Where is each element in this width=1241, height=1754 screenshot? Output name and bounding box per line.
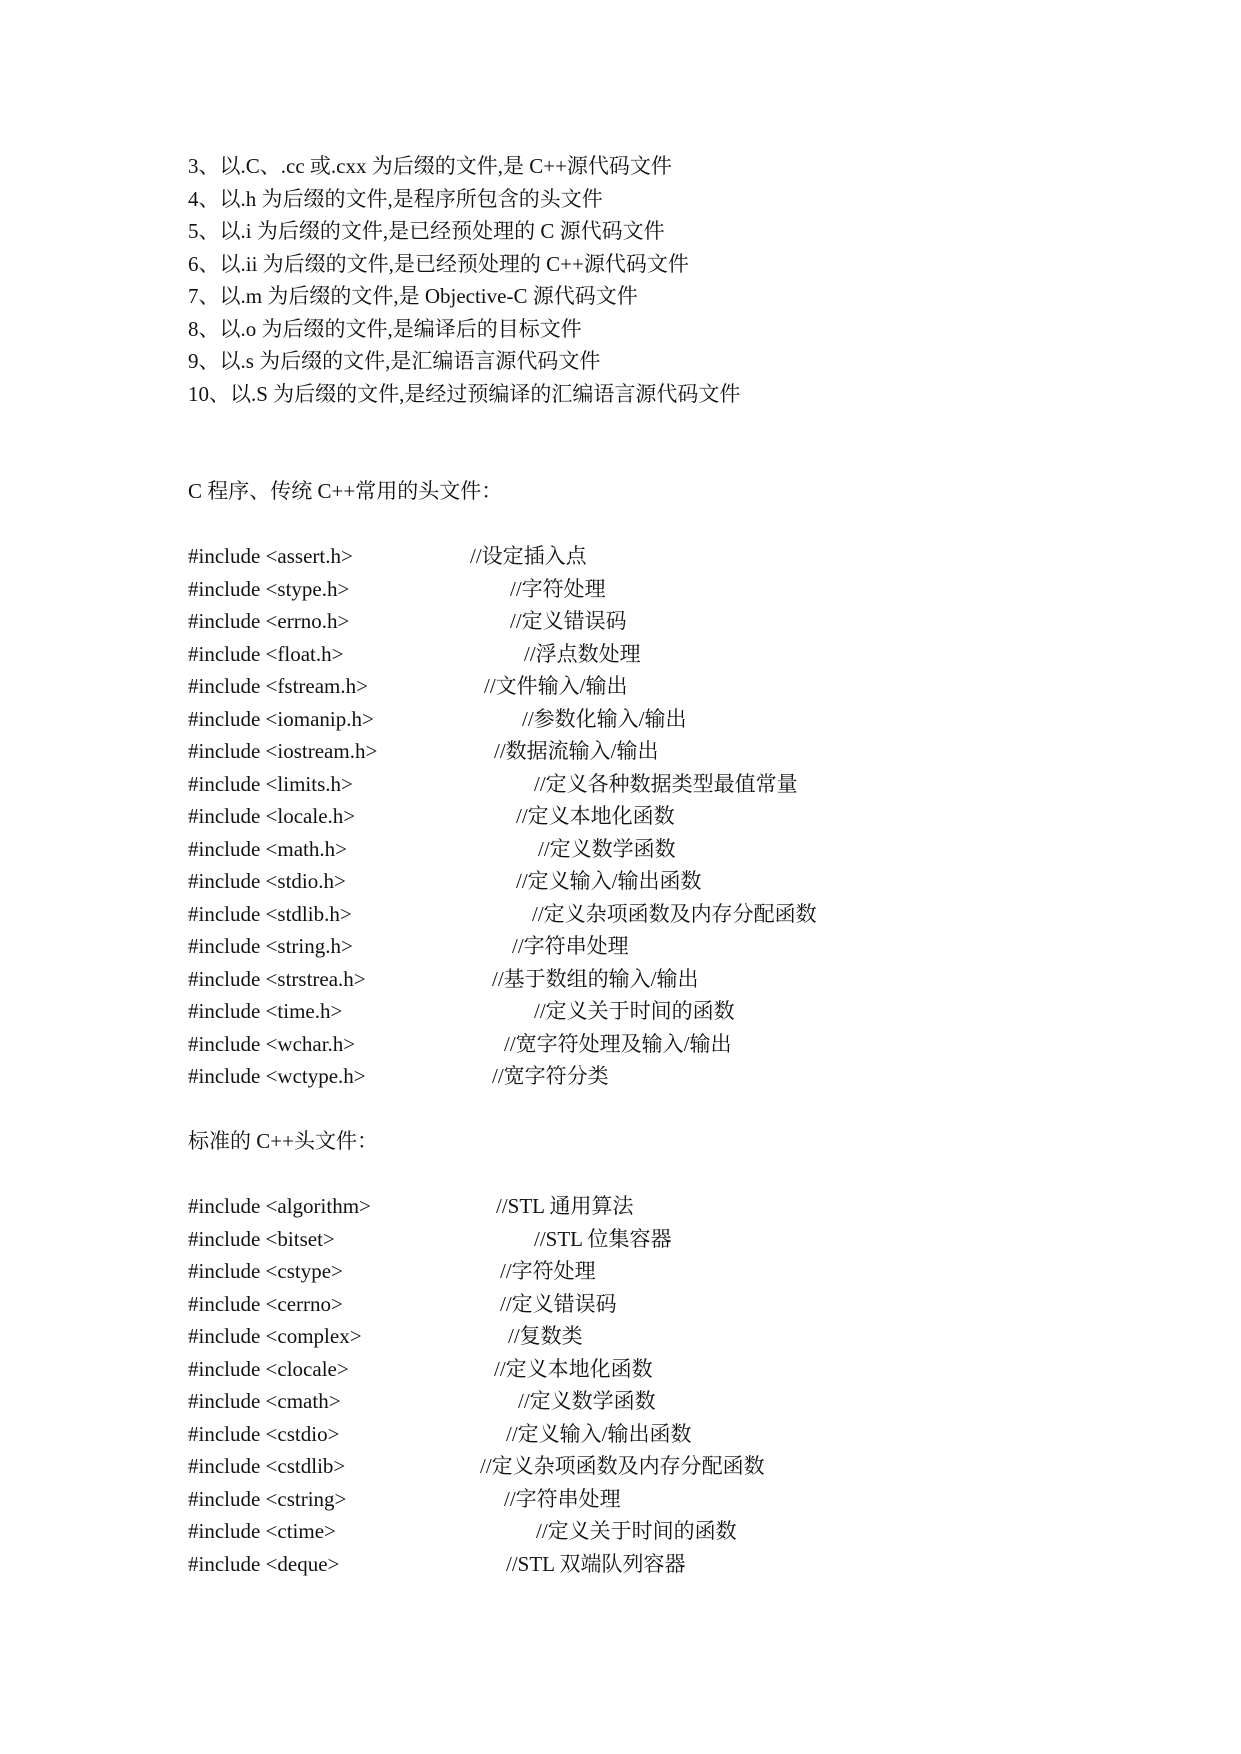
- include-line: #include <assert.h>: [188, 544, 353, 568]
- include-comment: //定义各种数据类型最值常量: [534, 772, 798, 796]
- include-line: #include <iostream.h>: [188, 739, 378, 763]
- include-line: #include <fstream.h>: [188, 674, 368, 698]
- include-comment: //浮点数处理: [524, 642, 641, 666]
- include-comment: //定义关于时间的函数: [534, 999, 735, 1023]
- include-comment: //参数化输入/输出: [522, 707, 687, 731]
- include-comment: //定义关于时间的函数: [536, 1519, 737, 1543]
- suffix-item-8: 8、以.o 为后缀的文件,是编译后的目标文件: [188, 317, 582, 341]
- suffix-item-6: 6、以.ii 为后缀的文件,是已经预处理的 C++源代码文件: [188, 252, 689, 276]
- include-comment: //宽字符分类: [492, 1064, 609, 1088]
- include-comment: //定义输入/输出函数: [516, 869, 702, 893]
- include-line: #include <complex>: [188, 1324, 362, 1348]
- include-line: #include <stype.h>: [188, 577, 350, 601]
- include-comment: //定义本地化函数: [494, 1357, 653, 1381]
- include-comment: //STL 通用算法: [496, 1194, 634, 1218]
- suffix-item-4: 4、以.h 为后缀的文件,是程序所包含的头文件: [188, 187, 603, 211]
- include-line: #include <wchar.h>: [188, 1032, 356, 1056]
- include-line: #include <limits.h>: [188, 772, 353, 796]
- include-line: #include <locale.h>: [188, 804, 356, 828]
- include-comment: //复数类: [508, 1324, 583, 1348]
- include-line: #include <deque>: [188, 1552, 340, 1576]
- suffix-item-5: 5、以.i 为后缀的文件,是已经预处理的 C 源代码文件: [188, 219, 665, 243]
- include-line: #include <cmath>: [188, 1389, 341, 1413]
- include-line: #include <float.h>: [188, 642, 344, 666]
- include-comment: //定义数学函数: [518, 1389, 656, 1413]
- section-c-heading: C 程序、传统 C++常用的头文件：: [188, 479, 503, 503]
- include-line: #include <cstdio>: [188, 1422, 340, 1446]
- include-comment: //字符串处理: [512, 934, 629, 958]
- include-comment: //定义本地化函数: [516, 804, 675, 828]
- include-comment: //基于数组的输入/输出: [492, 967, 699, 991]
- include-comment: //STL 双端队列容器: [506, 1552, 686, 1576]
- include-line: #include <bitset>: [188, 1227, 335, 1251]
- include-line: #include <math.h>: [188, 837, 347, 861]
- include-line: #include <cstype>: [188, 1259, 343, 1283]
- include-line: #include <stdlib.h>: [188, 902, 352, 926]
- include-comment: //定义输入/输出函数: [506, 1422, 692, 1446]
- include-comment: //字符处理: [500, 1259, 596, 1283]
- include-comment: //字符处理: [510, 577, 606, 601]
- include-comment: //字符串处理: [504, 1487, 621, 1511]
- include-comment: //数据流输入/输出: [494, 739, 659, 763]
- include-line: #include <iomanip.h>: [188, 707, 374, 731]
- include-line: #include <strstrea.h>: [188, 967, 366, 991]
- include-line: #include <wctype.h>: [188, 1064, 366, 1088]
- include-comment: //定义杂项函数及内存分配函数: [532, 902, 817, 926]
- include-line: #include <algorithm>: [188, 1194, 371, 1218]
- include-comment: //定义数学函数: [538, 837, 676, 861]
- include-comment: //文件输入/输出: [484, 674, 628, 698]
- suffix-item-9: 9、以.s 为后缀的文件,是汇编语言源代码文件: [188, 349, 601, 373]
- include-comment: //设定插入点: [470, 544, 587, 568]
- include-line: #include <time.h>: [188, 999, 343, 1023]
- include-line: #include <errno.h>: [188, 609, 350, 633]
- include-comment: //宽字符处理及输入/输出: [504, 1032, 732, 1056]
- include-comment: //定义错误码: [510, 609, 627, 633]
- include-comment: //定义错误码: [500, 1292, 617, 1316]
- include-line: #include <cerrno>: [188, 1292, 343, 1316]
- include-line: #include <stdio.h>: [188, 869, 346, 893]
- suffix-item-3: 3、以.C、.cc 或.cxx 为后缀的文件,是 C++源代码文件: [188, 154, 672, 178]
- include-comment: //定义杂项函数及内存分配函数: [480, 1454, 765, 1478]
- include-line: #include <string.h>: [188, 934, 353, 958]
- include-line: #include <ctime>: [188, 1519, 336, 1543]
- include-line: #include <cstdlib>: [188, 1454, 346, 1478]
- include-comment: //STL 位集容器: [534, 1227, 672, 1251]
- include-line: #include <clocale>: [188, 1357, 349, 1381]
- suffix-item-7: 7、以.m 为后缀的文件,是 Objective-C 源代码文件: [188, 284, 638, 308]
- section-cpp-heading: 标准的 C++头文件：: [188, 1129, 378, 1153]
- include-line: #include <cstring>: [188, 1487, 347, 1511]
- suffix-item-10: 10、以.S 为后缀的文件,是经过预编译的汇编语言源代码文件: [188, 382, 741, 406]
